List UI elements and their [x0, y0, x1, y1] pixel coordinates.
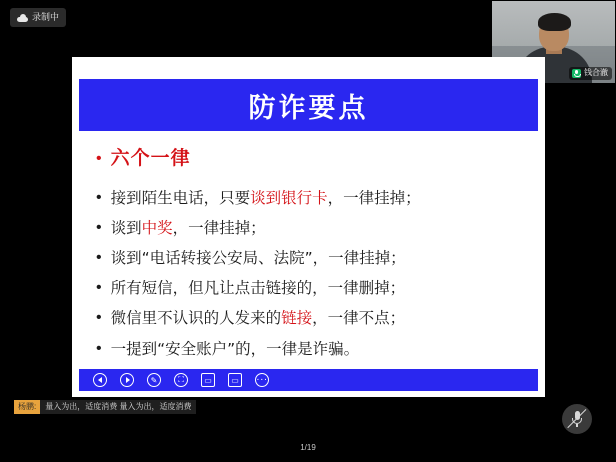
list-item	[96, 246, 527, 271]
recording-badge[interactable]	[10, 8, 66, 27]
mic-muted-button[interactable]	[562, 404, 592, 434]
camera-icon: ▭	[204, 375, 212, 385]
participant-name-badge	[569, 67, 612, 80]
triangle-right-icon	[126, 377, 130, 383]
subtitle-speaker: 杨鹏:	[14, 400, 40, 414]
bullet-dot-icon: •	[96, 189, 102, 206]
triangle-left-icon	[98, 377, 102, 383]
bullet-dot-icon: •	[96, 309, 102, 327]
participant-name: 钱合澈	[584, 68, 608, 78]
cloud-recording-icon	[17, 14, 28, 22]
next-slide-button[interactable]	[120, 373, 134, 387]
page-indicator: 1/19	[300, 443, 316, 452]
slide-body	[96, 143, 527, 367]
recording-label: 录制中	[32, 12, 60, 22]
subtitle-text: 量入为出，适度消费 量入为出，适度消费	[40, 400, 196, 414]
shared-slide[interactable]	[72, 57, 545, 397]
list-item-text: 谈到“电话转接公安局、法院”，一律挂掉；	[110, 249, 406, 268]
subtitle-strip	[14, 400, 196, 414]
list-item-text: 一提到“安全账户”的，一律是诈骗。	[110, 339, 360, 358]
layout-button[interactable]	[228, 373, 242, 387]
list-item	[96, 216, 527, 241]
previous-slide-button[interactable]	[93, 373, 107, 387]
list-item-text: 接到陌生电话，只要谈到银行卡，一律挂掉；	[110, 189, 421, 207]
rectangle-icon: ▭	[231, 375, 239, 385]
person-hair	[538, 13, 571, 31]
slide-headline: 六个一律	[110, 147, 191, 169]
microphone-icon	[572, 69, 581, 78]
bullet-dot-icon: •	[96, 150, 102, 167]
slide-headline-row	[96, 143, 527, 170]
mic-stem	[576, 424, 577, 427]
bullet-dot-icon: •	[96, 249, 102, 267]
list-item-text: 谈到中奖，一律挂掉；	[110, 219, 266, 238]
list-item-text: 所有短信，但凡让点击链接的，一律删掉；	[110, 279, 406, 298]
expand-icon: ⛶	[178, 375, 184, 384]
list-item	[96, 186, 527, 211]
pencil-icon: ✎	[150, 375, 158, 385]
annotate-button[interactable]	[147, 373, 161, 387]
video-button[interactable]	[201, 373, 215, 387]
slide-toolbar[interactable]	[79, 369, 538, 391]
slide-title: 防诈要点	[248, 92, 369, 124]
bullet-dot-icon: •	[96, 339, 102, 357]
list-item-text: 微信里不认识的人发来的链接，一律不点；	[110, 309, 406, 328]
more-button[interactable]	[255, 373, 269, 387]
bullet-dot-icon: •	[96, 219, 102, 237]
fullscreen-button[interactable]	[174, 373, 188, 387]
list-item	[96, 306, 527, 331]
list-item	[96, 276, 527, 301]
bullet-dot-icon: •	[96, 279, 102, 297]
list-item	[96, 337, 527, 362]
slide-bullet-list	[96, 186, 527, 362]
slide-title-band	[79, 79, 538, 131]
